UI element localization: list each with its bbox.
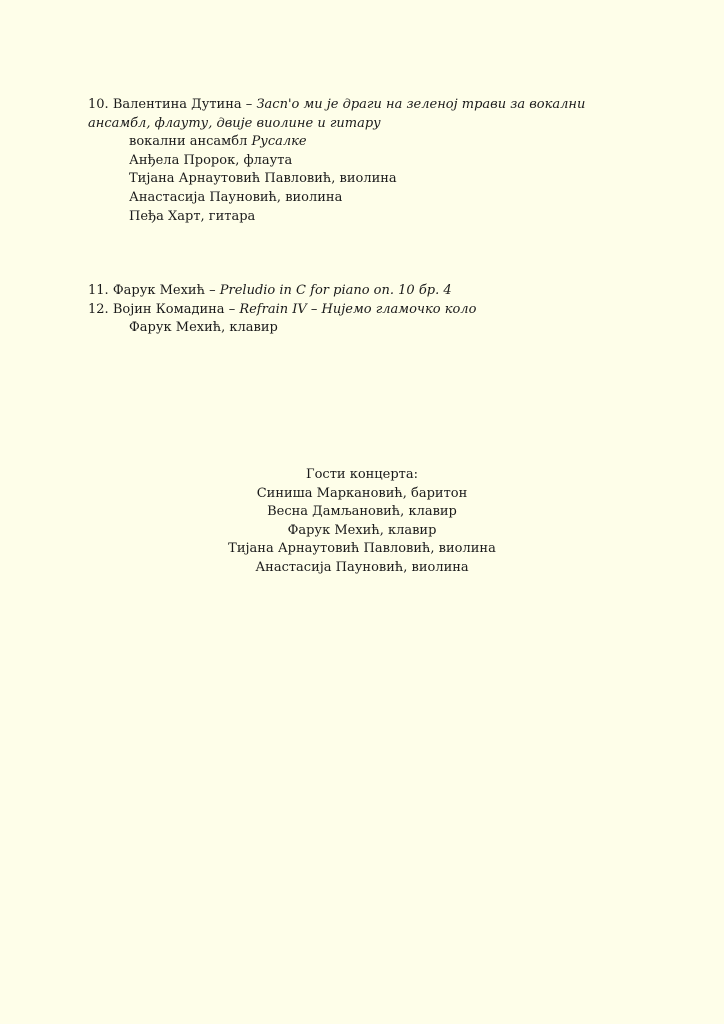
performer-line: Тијана Арнаутовић Павловић, виолина <box>129 171 397 187</box>
program-items-11-12 <box>88 282 648 338</box>
guest-entry: Тијана Арнаутовић Павловић, виолина <box>228 541 496 557</box>
program-item-10 <box>88 96 648 226</box>
work-title: Preludio in C for piano оп. 10 бр. 4 <box>219 283 452 298</box>
guest-entry: Синиша Маркановић, баритон <box>256 485 468 501</box>
guest-entry: Весна Дамљановић, клавир <box>267 504 457 520</box>
performer-line <box>88 133 648 152</box>
performer-prefix: вокални ансамбл <box>129 134 252 150</box>
item-10-heading <box>88 96 648 115</box>
performer-line: Пеђа Харт, гитара <box>129 208 256 224</box>
program-item-12 <box>88 301 648 320</box>
separator-dash: – <box>245 97 253 112</box>
performer-line: Фарук Мехић, клавир <box>129 320 278 336</box>
item-number: 10. <box>88 97 109 112</box>
work-title: Засп'о ми је драги на зеленој трави за вокални <box>256 97 586 112</box>
ensemble-name: Русалке <box>251 134 307 150</box>
separator-dash: – <box>209 283 216 298</box>
composer-name: Валентина Дутина <box>112 97 242 112</box>
work-title: Refrain IV – Нијемо гламочко коло <box>239 301 477 317</box>
concert-guests <box>0 466 724 578</box>
composer-name: Фарук Мехић <box>112 283 205 298</box>
performer-line: Анастасија Пауновић, виолина <box>129 189 343 205</box>
program-item-11 <box>88 282 648 301</box>
work-title-continued: ансамбл, флауту, двије виолине и гитару <box>88 115 381 131</box>
guest-entry: Анастасија Пауновић, виолина <box>255 559 469 575</box>
composer-name: Војин Комадина <box>112 301 225 317</box>
item-number: 12. <box>88 301 109 317</box>
item-number: 11. <box>88 283 109 298</box>
guest-entry: Фарук Мехић, клавир <box>287 522 437 538</box>
separator-dash: – <box>228 301 236 317</box>
guests-heading: Гости концерта: <box>305 467 419 482</box>
performer-line: Анђела Пророк, флаута <box>129 152 293 168</box>
